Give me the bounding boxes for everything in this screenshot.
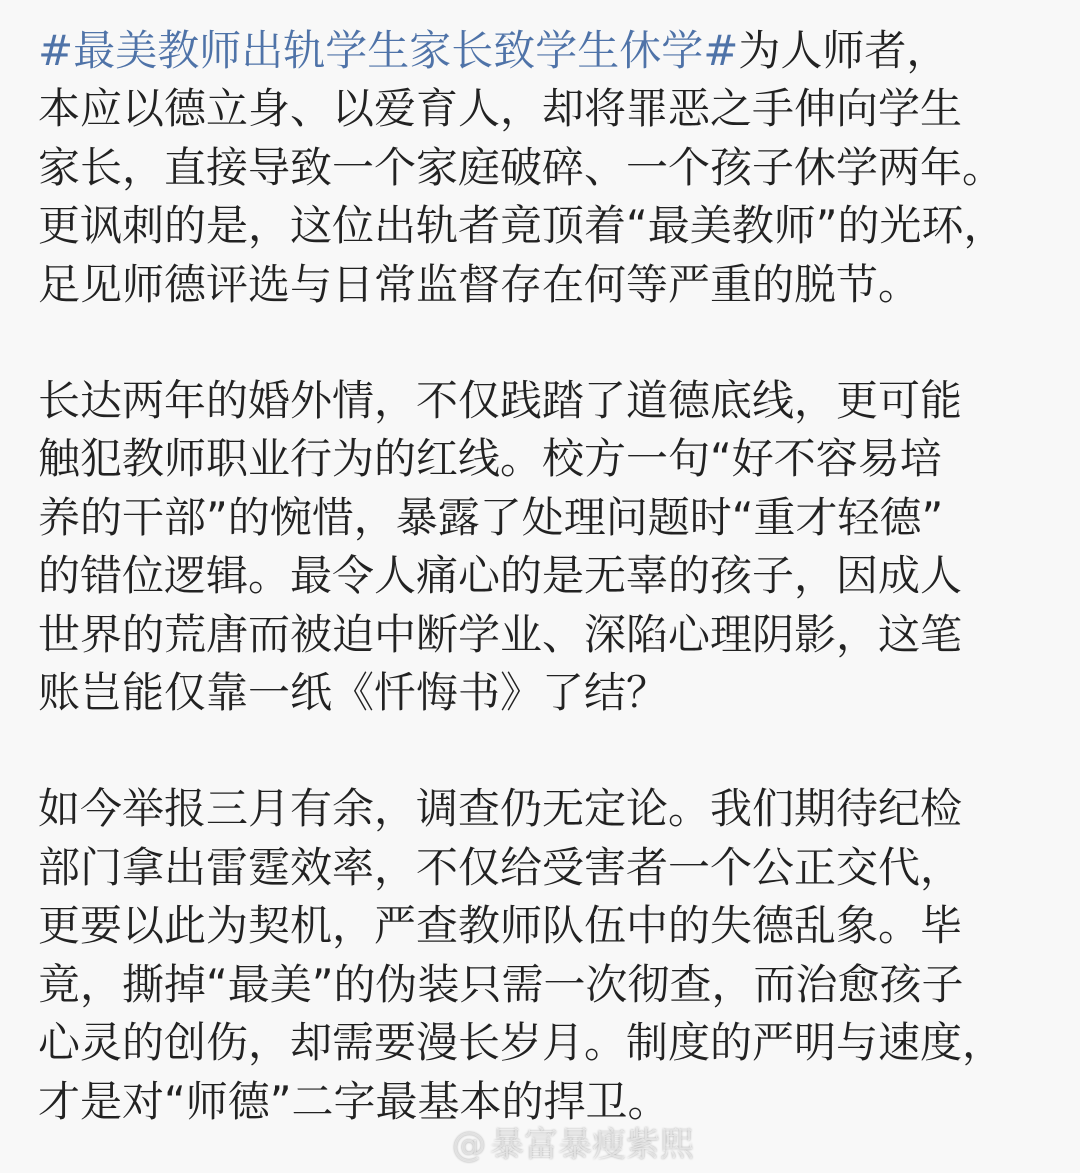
text-line: 账岂能仅靠一纸《忏悔书》了结？ xyxy=(38,668,669,718)
text-line: 才是对“师德”二字最基本的捍卫。 xyxy=(38,1076,670,1126)
text-line: 长达两年的婚外情，不仅践踏了道德底线，更可能 xyxy=(38,376,963,426)
text-line xyxy=(38,22,1042,80)
text-line-fragment: 为人师者， xyxy=(738,26,949,75)
text-line: 更要以此为契机，严查教师队伍中的失德乱象。毕 xyxy=(38,901,963,951)
at-icon: @ xyxy=(452,1125,486,1165)
paragraph-2 xyxy=(38,372,1042,722)
paragraph-1 xyxy=(38,22,1042,314)
text-line: 足见师德评选与日常监督存在何等严重的脱节。 xyxy=(38,259,921,309)
text-line: 的错位逻辑。最令人痛心的是无辜的孩子，因成人 xyxy=(38,551,963,601)
hashtag-link[interactable]: #最美教师出轨学生家长致学生休学# xyxy=(38,26,739,75)
text-line: 如今举报三月有余，调查仍无定论。我们期待纪检 xyxy=(38,784,963,834)
text-line: 世界的荒唐而被迫中断学业、深陷心理阴影，这笔 xyxy=(38,609,963,659)
text-line: 部门拿出雷霆效率，不仅给受害者一个公正交代， xyxy=(38,842,963,892)
paragraph-3 xyxy=(38,780,1042,1130)
text-line: 竟，撕掉“最美”的伪装只需一次彻查，而治愈孩子 xyxy=(38,959,964,1009)
watermark-text: 暴富暴瘦紫熙 xyxy=(490,1125,694,1165)
text-line: 家长，直接导致一个家庭破碎、一个孩子休学两年。 xyxy=(38,142,1005,192)
watermark xyxy=(452,1125,694,1165)
text-line: 更讽刺的是，这位出轨者竟顶着“最美教师”的光环， xyxy=(38,201,1006,251)
text-line: 心灵的创伤，却需要漫长岁月。制度的严明与速度， xyxy=(38,1018,1005,1068)
text-line: 触犯教师职业行为的红线。校方一句“好不容易培 xyxy=(38,434,942,484)
text-line: 养的干部”的惋惜，暴露了处理问题时“重才轻德” xyxy=(38,492,944,542)
text-line: 本应以德立身、以爱育人，却将罪恶之手伸向学生 xyxy=(38,84,963,134)
